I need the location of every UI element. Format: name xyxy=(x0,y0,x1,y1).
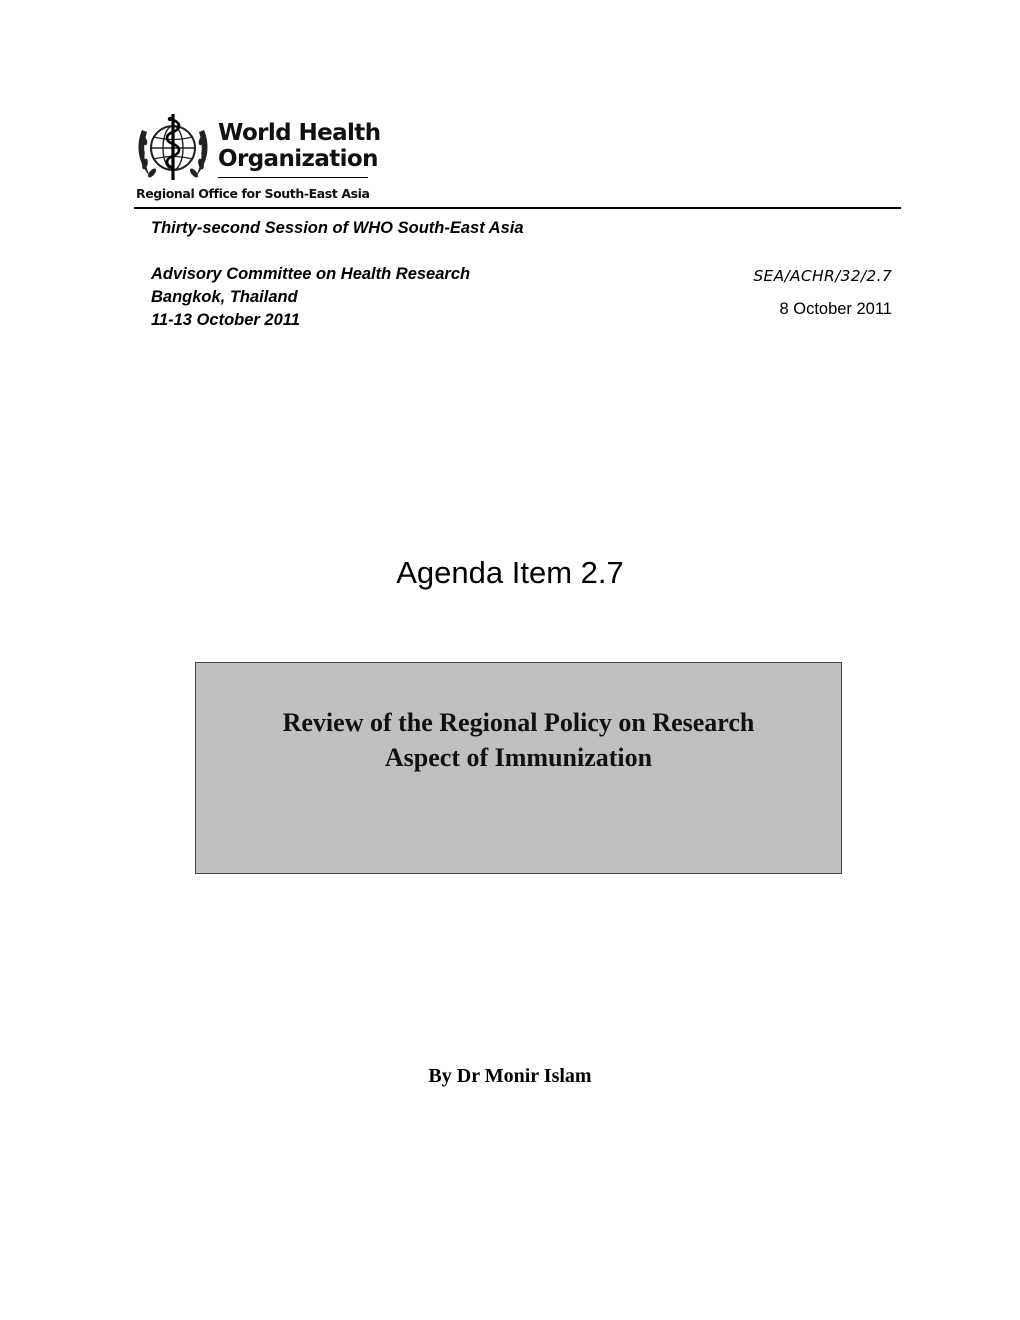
document-title xyxy=(196,705,841,775)
meeting-place: Bangkok, Thailand xyxy=(151,288,298,306)
meeting-dates: 11-13 October 2011 xyxy=(151,311,300,329)
logo-divider xyxy=(218,177,368,178)
committee-name: Advisory Committee on Health Research xyxy=(151,265,471,283)
who-logo xyxy=(134,108,381,208)
document-title-box xyxy=(195,662,842,874)
logo-org-name-line1: World Health xyxy=(218,120,381,146)
who-emblem-icon xyxy=(134,110,212,186)
document-title-line1: Review of the Regional Policy on Research xyxy=(282,708,755,737)
session-title: Thirty-second Session of WHO South-East Asia xyxy=(151,219,524,237)
header-divider xyxy=(134,207,901,209)
document-code: SEA/ACHR/32/2.7 xyxy=(753,267,892,285)
document-date: 8 October 2011 xyxy=(779,300,892,318)
agenda-item-heading: Agenda Item 2.7 xyxy=(396,555,624,590)
logo-regional-office: Regional Office for South-East Asia xyxy=(136,186,370,201)
document-title-line2: Aspect of Immunization xyxy=(384,743,653,772)
logo-org-name-line2: Organization xyxy=(218,146,378,172)
author-byline: By Dr Monir Islam xyxy=(428,1065,592,1087)
